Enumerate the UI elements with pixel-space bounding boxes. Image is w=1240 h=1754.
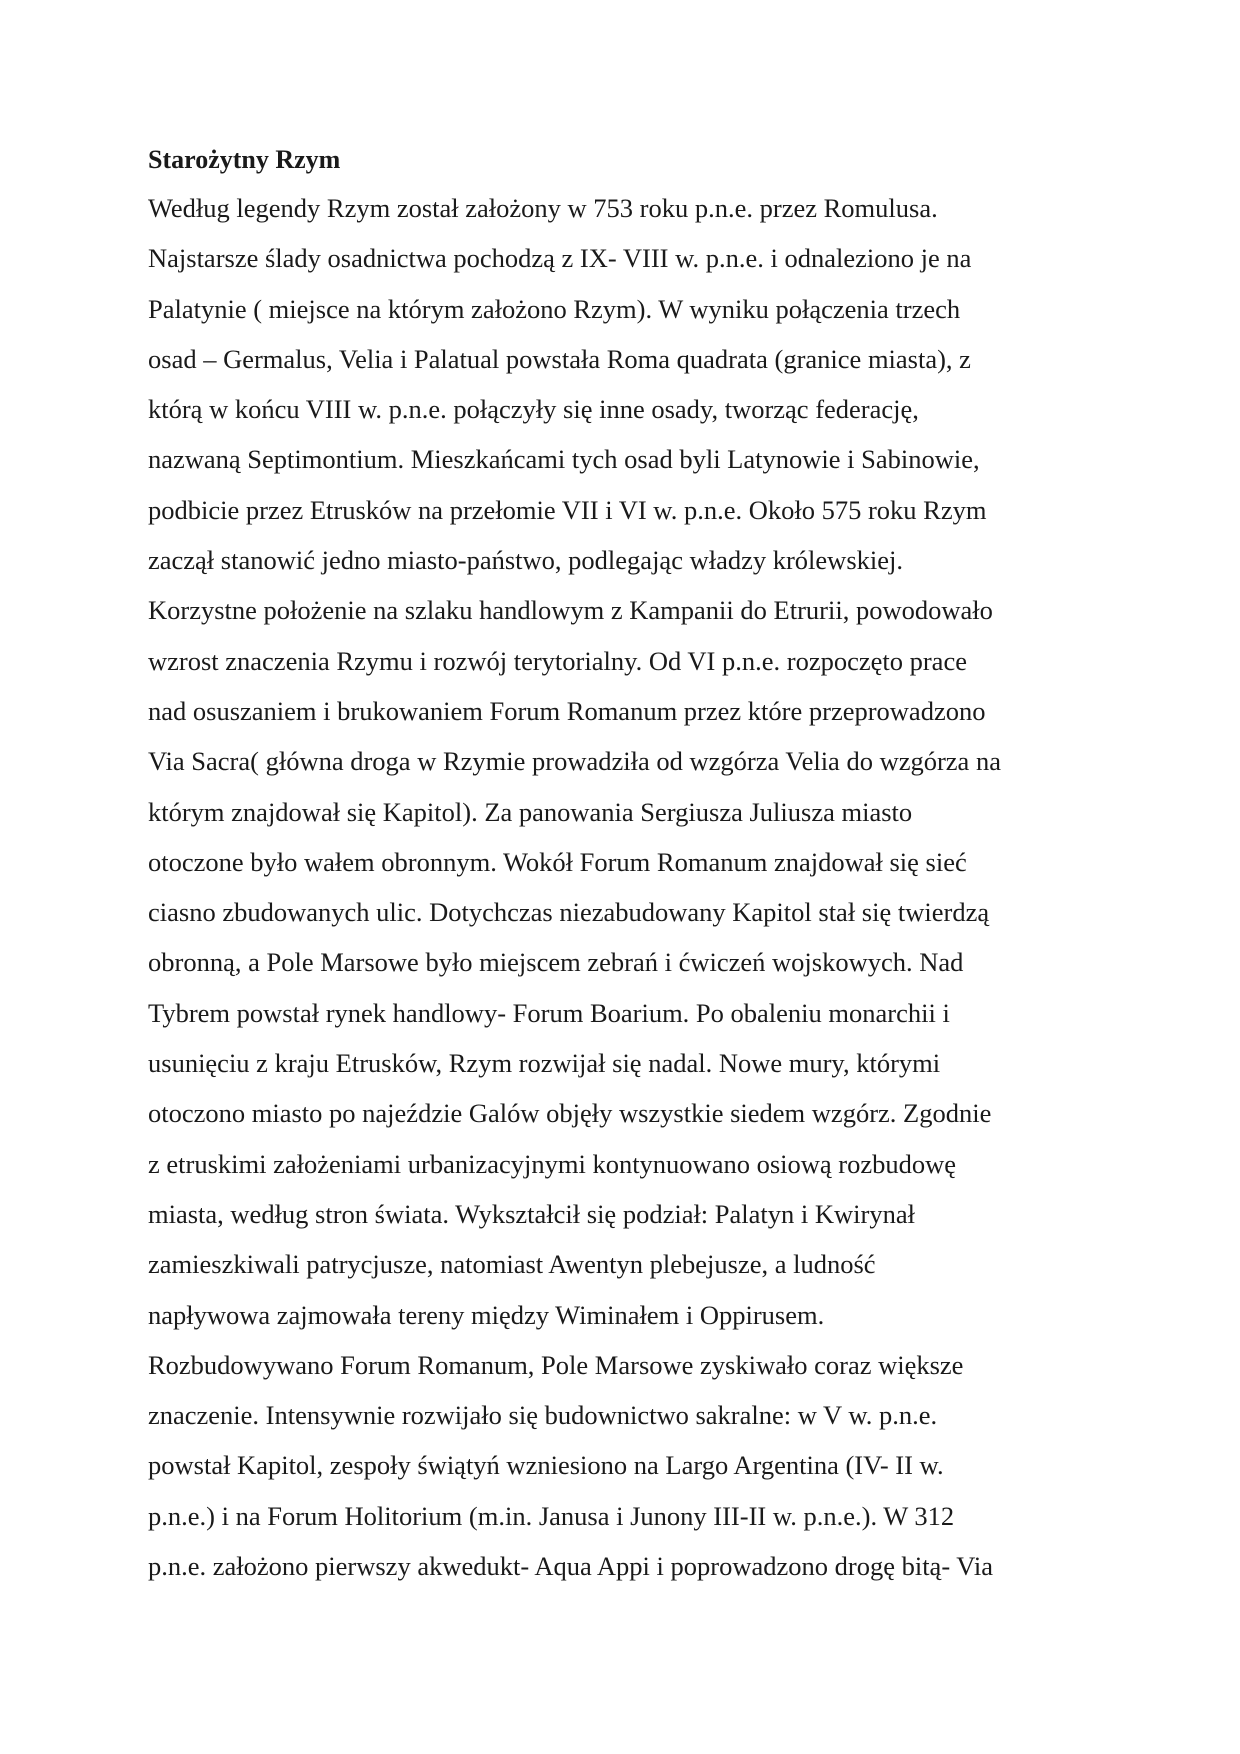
text-line: Według legendy Rzym został założony w 753 roku p.n.e. przez Romulusa. (148, 193, 938, 223)
text-line: podbicie przez Etrusków na przełomie VII i VI w. p.n.e. Około 575 roku Rzym (148, 494, 987, 525)
text-line: usunięciu z kraju Etrusków, Rzym rozwijał się nadal. Nowe mury, którymi (148, 1048, 941, 1079)
document-body (148, 145, 1108, 1591)
text-line: obronną, a Pole Marsowe było miejscem zebrań i ćwiczeń wojskowych. Nad (148, 947, 964, 978)
text-line: powstał Kapitol, zespoły świątyń wzniesiono na Largo Argentina (IV- II w. (148, 1450, 944, 1481)
text-line: miasta, według stron świata. Wykształcił się podział: Palatyn i Kwirynał (148, 1198, 915, 1229)
text-line: nad osuszaniem i brukowaniem Forum Romanum przez które przeprowadzono (148, 695, 986, 726)
text-line: Tybrem powstał rynek handlowy- Forum Boarium. Po obaleniu monarchii i (148, 997, 950, 1028)
text-line: znaczenie. Intensywnie rozwijało się budownictwo sakralne: w V w. p.n.e. (148, 1400, 938, 1431)
text-line: osad – Germalus, Velia i Palatual powstała Roma quadrata (granice miasta), z (148, 343, 971, 374)
text-line: nazwaną Septimontium. Mieszkańcami tych osad byli Latynowie i Sabinowie, (148, 444, 980, 475)
text-line: Najstarsze ślady osadnictwa pochodzą z IX- VIII w. p.n.e. i odnaleziono je na (148, 243, 972, 274)
text-line: którą w końcu VIII w. p.n.e. połączyły się inne osady, tworząc federację, (148, 394, 919, 425)
document-paragraph (148, 183, 1108, 1591)
text-line: z etruskimi założeniami urbanizacyjnymi kontynuowano osiową rozbudowę (148, 1148, 957, 1179)
text-line: p.n.e. założono pierwszy akwedukt- Aqua Appi i poprowadzono drogę bitą- Via (148, 1551, 993, 1582)
text-line: Korzystne położenie na szlaku handlowym z Kampanii do Etrurii, powodowało (148, 595, 993, 626)
text-line: Via Sacra( główna droga w Rzymie prowadziła od wzgórza Velia do wzgórza na (148, 746, 1001, 777)
text-line: otoczone było wałem obronnym. Wokół Forum Romanum znajdował się sieć (148, 846, 967, 877)
text-line: otoczono miasto po najeździe Galów objęły wszystkie siedem wzgórz. Zgodnie (148, 1098, 992, 1129)
document-title: Starożytny Rzym (148, 145, 341, 174)
text-line: zaczął stanowić jedno miasto-państwo, podlegając władzy królewskiej. (148, 545, 903, 576)
text-line: Palatynie ( miejsce na którym założono Rzym). W wyniku połączenia trzech (148, 293, 961, 324)
text-line: p.n.e.) i na Forum Holitorium (m.in. Janusa i Junony III-II w. p.n.e.). W 312 (148, 1500, 955, 1531)
text-line: ciasno zbudowanych ulic. Dotychczas niezabudowany Kapitol stał się twierdzą (148, 897, 990, 928)
text-line: zamieszkiwali patrycjusze, natomiast Awentyn plebejusze, a ludność (148, 1249, 876, 1280)
text-line: wzrost znaczenia Rzymu i rozwój terytorialny. Od VI p.n.e. rozpoczęto prace (148, 645, 967, 676)
text-line: napływowa zajmowała tereny między Wiminałem i Oppirusem. (148, 1299, 825, 1330)
text-line: którym znajdował się Kapitol). Za panowania Sergiusza Juliusza miasto (148, 796, 913, 827)
text-line: Rozbudowywano Forum Romanum, Pole Marsowe zyskiwało coraz większe (148, 1349, 964, 1380)
